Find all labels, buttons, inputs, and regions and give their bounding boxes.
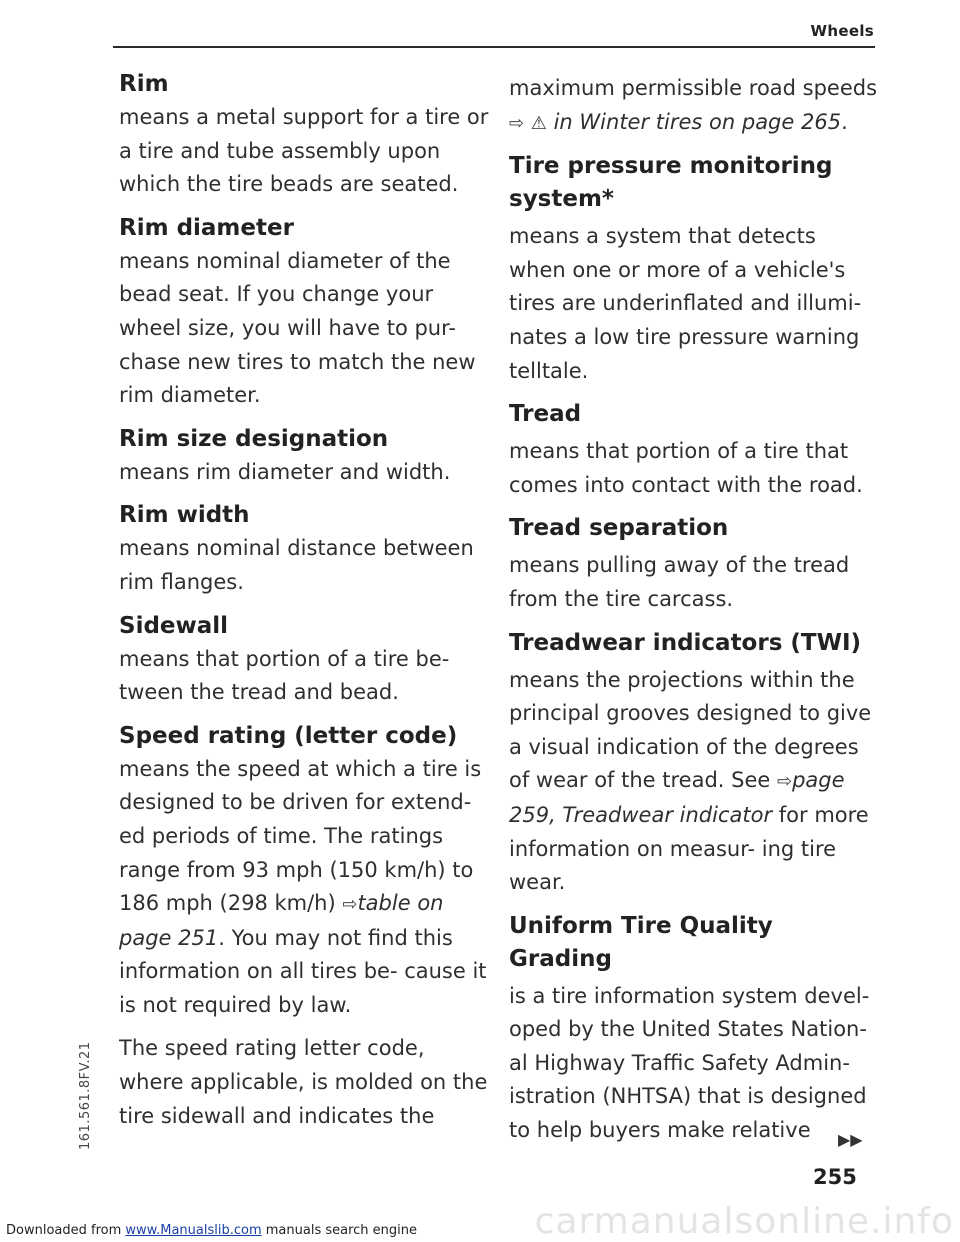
term-definition: The speed rating letter code, where applicable, is molded on the tire sidewall and indicates the xyxy=(119,1036,488,1128)
term-definition xyxy=(509,664,879,900)
term-rim-diameter xyxy=(119,212,489,413)
left-column xyxy=(119,68,489,1143)
definition-text: means the projections within the principal grooves designed to give a visual indication of the degrees of wear of the tread. See xyxy=(509,667,872,793)
right-column xyxy=(509,72,879,1158)
definition-text: . You may not find this information on all tires be- cause it is not required by law. xyxy=(119,925,487,1017)
term-definition: means nominal distance between rim flanges. xyxy=(119,536,474,594)
footer-suffix: manuals search engine xyxy=(261,1223,418,1238)
arrow-right-icon: ⇨ xyxy=(509,112,525,134)
definition-text: maximum permissible road speeds xyxy=(509,76,878,100)
term-treadwear-indicators xyxy=(509,627,879,900)
continued-text xyxy=(509,72,879,140)
term-heading: Rim xyxy=(119,71,169,97)
definition-text: means the speed at which a tire is designed to be driven for extend- ed periods of time. The ratings range from 93 mph (150 km/h) to 186 mph (298 km/h) xyxy=(119,756,482,916)
cross-reference-link[interactable]: table on page 251 xyxy=(119,891,444,950)
continue-arrow-icon: ▶▶ xyxy=(838,1130,863,1149)
term-tpms xyxy=(509,150,879,388)
document-code: 161.561.8FV.21 xyxy=(78,1041,93,1150)
term-definition: means pulling away of the tread from the tire carcass. xyxy=(509,553,850,611)
term-rim-size-designation xyxy=(119,423,489,490)
term-heading: Rim width xyxy=(119,502,250,529)
term-definition xyxy=(509,72,879,140)
section-title: Wheels xyxy=(810,22,874,40)
header-rule xyxy=(113,46,875,48)
term-definition: means that portion of a tire that comes into contact with the road. xyxy=(509,439,863,497)
term-definition: means that portion of a tire be- tween the tread and bead. xyxy=(119,646,450,705)
term-sidewall xyxy=(119,610,489,710)
term-definition: is a tire information system devel- oped by the United States Nation- al Highway Traffic Safety Admin- istration (NHTSA) that is designed to help buyers make relative xyxy=(509,983,870,1143)
arrow-right-icon: ⇨ xyxy=(776,771,793,793)
footer-prefix: Downloaded from xyxy=(6,1223,126,1238)
term-heading: Rim diameter xyxy=(119,214,294,241)
term-heading: Uniform Tire Quality Grading xyxy=(509,912,773,972)
term-definition: means a metal support for a tire or a tire and tube assembly upon which the tire beads are seated. xyxy=(119,105,489,197)
term-definition: means a system that detects when one or more of a vehicle's tires are underinflated and illumi- nates a low tire pressure warning telltale. xyxy=(509,224,862,383)
page-number: 255 xyxy=(813,1165,857,1189)
term-definition xyxy=(119,753,489,1023)
term-rim xyxy=(119,68,489,202)
warning-triangle-icon: ⚠ xyxy=(530,112,547,134)
term-definition: means nominal diameter of the bead seat. If you change your wheel size, you will have to pur- chase new tires to match the new rim diameter. xyxy=(119,248,476,408)
term-tread-separation xyxy=(509,512,879,616)
term-rim-width xyxy=(119,499,489,599)
term-definition: means rim diameter and width. xyxy=(119,459,451,484)
arrow-right-icon: ⇨ xyxy=(342,894,358,916)
manualslib-link[interactable]: www.Manualslib.com xyxy=(125,1223,262,1238)
download-footer xyxy=(6,1223,417,1238)
term-utqg xyxy=(509,910,879,1148)
watermark-text: carmanualsonline.info xyxy=(534,1201,954,1242)
term-heading: Speed rating (letter code) xyxy=(119,722,458,749)
cross-reference-link[interactable]: page 259, Treadwear indicator xyxy=(509,768,845,827)
term-heading: Tread separation xyxy=(509,515,729,542)
term-heading: Tire pressure monitoring system* xyxy=(509,153,833,213)
term-heading: Treadwear indicators (TWI) xyxy=(509,629,862,656)
term-tread xyxy=(509,398,879,502)
term-heading: Tread xyxy=(509,401,582,428)
definition-text: . xyxy=(841,109,848,134)
term-speed-rating xyxy=(119,720,489,1134)
term-heading: Rim size designation xyxy=(119,425,389,452)
term-heading: Sidewall xyxy=(119,612,229,639)
definition-text: for more information on measur- ing tire wear. xyxy=(509,802,869,895)
cross-reference-link[interactable]: in Winter tires on page 265 xyxy=(546,109,842,134)
